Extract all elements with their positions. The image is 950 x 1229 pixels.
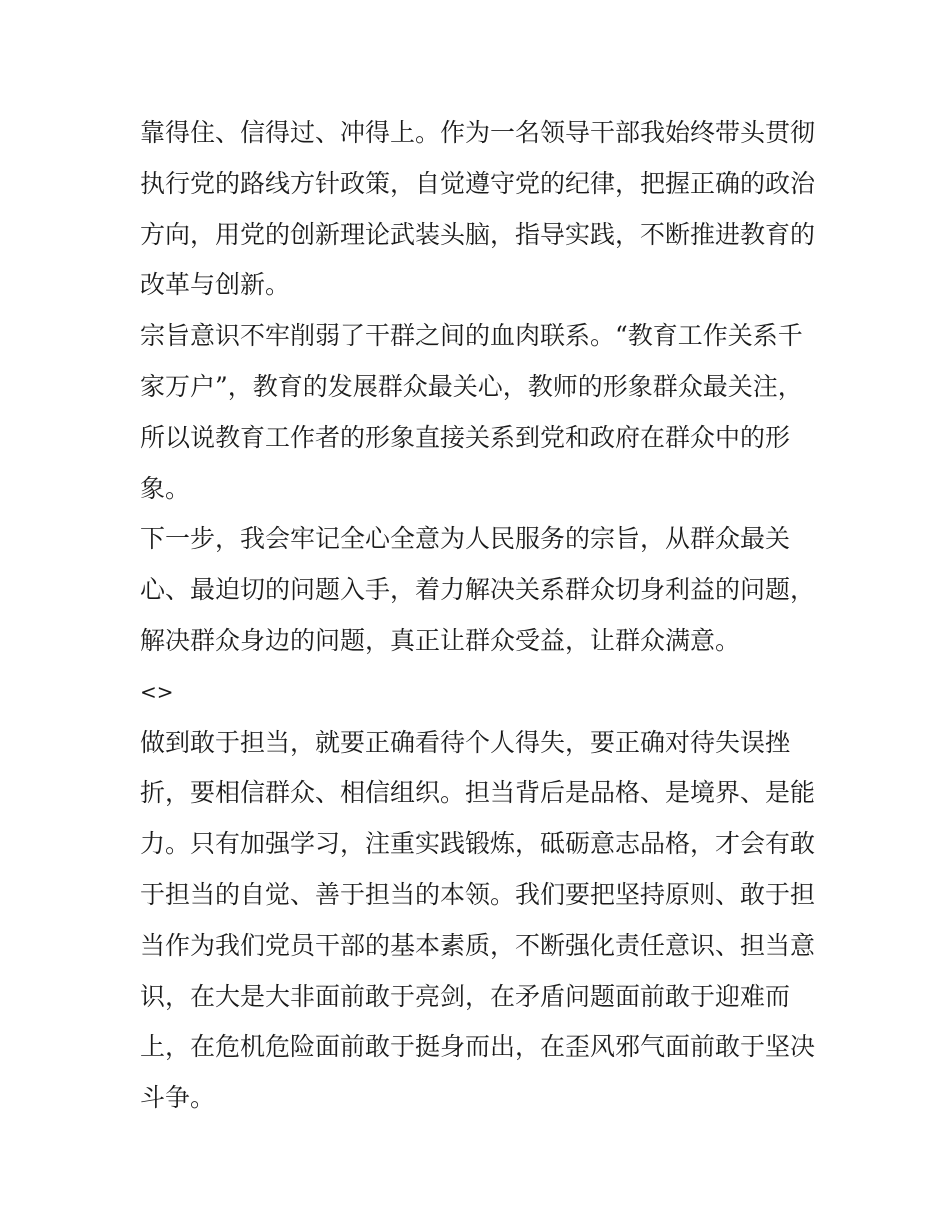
document-body <box>140 108 815 1124</box>
section-marker: <> <box>140 679 174 704</box>
paragraph-party-discipline: 靠得住、信得过、冲得上。作为一名领导干部我始终带头贯彻执行党的路线方针政策，自觉遵守党的纪律，把握正确的政治方向，用党的创新理论武装头脑，指导实践，不断推进教育的改革与创新。 <box>140 118 816 300</box>
paragraph-dare-to-take-responsibility: 做到敢于担当，就要正确看待个人得失，要正确对待失误挫折，要相信群众、相信组织。担当背后是品格、是境界、是能力。只有加强学习，注重实践锻炼，砥砺意志品格，才会有敢于担当的自觉、善于担当的本领。我们要把坚持原则、敢于担当作为我们党员干部的基本素质，不断强化责任意识、担当意识，在大是大非面前敢于亮剑，在矛盾问题面前敢于迎难而上，在危机危险面前敢于挺身而出，在歪风邪气面前敢于坚决斗争。 <box>140 727 816 1113</box>
paragraph-purpose-awareness: 宗旨意识不牢削弱了干群之间的血肉联系。“教育工作关系千家万户”，教育的发展群众最关心，教师的形象群众最关注，所以说教育工作者的形象直接关系到党和政府在群众中的形象。 <box>140 321 803 503</box>
paragraph-next-steps: 下一步，我会牢记全心全意为人民服务的宗旨，从群众最关心、最迫切的问题入手，着力解决关系群众切身利益的问题，解决群众身边的问题，真正让群众受益，让群众满意。 <box>140 524 816 655</box>
